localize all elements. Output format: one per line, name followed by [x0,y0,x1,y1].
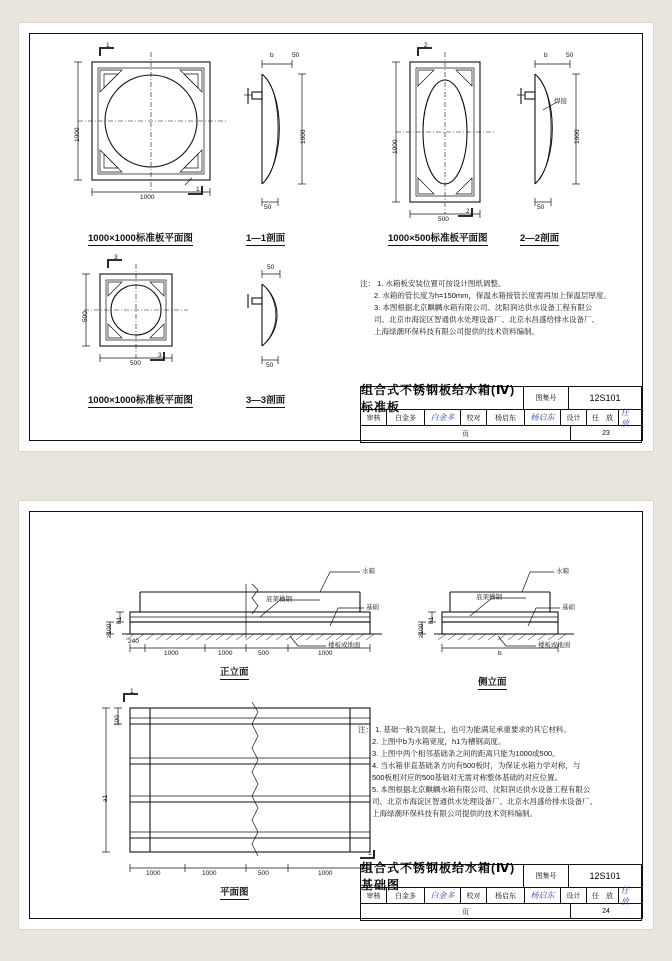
section-mark-3b: 3 [158,352,162,359]
field-label-check-2: 校对 [461,888,487,903]
title-block-23 [360,383,642,443]
dim-side-b: b [498,650,502,657]
field-sig-review: 白金多 [425,410,461,425]
dim-fig5-width: 500 [130,360,141,367]
caption-fig-1000x500-plan: 1000×500标准板平面图 [388,230,488,246]
dim-plan-1000a: 1000 [146,870,161,877]
dim-fig3-width: 500 [438,216,449,223]
field-value-check-2: 杨启东 [487,888,525,903]
note-line-3: 3. 本图根据北京麒麟水箱有限公司、沈阳润达供水设备工程有限公 [374,303,593,312]
dim-front-1000a: 1000 [164,650,179,657]
plan-section-mark-b: 1 [368,850,372,857]
dim-front-1000b: 1000 [218,650,233,657]
caption-fig-500x500-plan: 1000×1000标准板平面图 [88,392,193,408]
caption-side-elevation: 侧立面 [478,674,507,690]
label-floor-side: 楼板或地面 [538,642,571,649]
dim-fig4-b: b [544,52,548,59]
page-number-2: 24 [602,908,610,915]
drawing-sheet-24 [18,500,654,930]
section-mark-2b: 2 [466,208,470,215]
note2-line-8: 上海绿潮环保科技有限公司提供的技术资料编制。 [372,809,537,818]
label-foundation-front: 基础 [366,604,379,611]
dimv-plan-a1: a1 [102,794,109,802]
dimv-front-100: ≥100 [106,623,113,638]
field-sig-check: 杨启东 [525,410,561,425]
dimv-plan-100: 100 [114,715,121,726]
field-label-review-2: 审核 [361,888,387,903]
title-block-24 [360,861,642,921]
section-mark-1a: 1 [106,42,110,49]
dim-fig2-50top: 50 [292,52,300,59]
dim-fig4-50top: 50 [566,52,574,59]
drawing-sheet-23 [18,22,654,452]
sheet-border-2 [29,511,643,919]
atlas-number-label-2: 图集号 [523,865,568,887]
sheet-24-linework [30,512,646,922]
caption-fig-1-1-section: 1—1剖面 [246,230,285,246]
drawing-title: 组合式不锈钢板给水箱(Ⅳ)标准板 [361,383,516,414]
label-tank-front: 水箱 [362,568,375,575]
title-block-page-row [361,425,641,441]
field-label-review: 审核 [361,410,387,425]
dim-front-240: 240 [128,638,139,645]
field-value-design: 任 放 [587,410,619,425]
caption-front-elevation: 正立面 [220,664,249,680]
dim-fig2-height: 1000 [300,129,307,144]
caption-fig-3-3-section: 3—3剖面 [246,392,285,408]
dimv-side-100: ≥100 [418,623,425,638]
dim-fig5-height: 500 [82,311,89,322]
plan-section-mark-a: 1 [130,688,134,695]
note2-line-5: 500板相对应的500基础对无需对称整体基础的对应位置。 [372,773,563,782]
dim-fig6-top: 50 [267,264,275,271]
sheet-border [29,33,643,441]
field-value-review-2: 白金多 [387,888,425,903]
note-line-1: 1. 水箱板安装位置可按设计图纸调整。 [377,279,506,288]
note-line-2: 2. 水箱的管长度为h=150mm，保温水箱接管长度需再加上保温层厚度。 [374,291,611,300]
drawing-title-2: 组合式不锈钢板给水箱(Ⅳ)基础图 [361,861,516,892]
field-label-design-2: 设计 [561,888,587,903]
dim-plan-500: 500 [258,870,269,877]
label-tank-side: 水箱 [556,568,569,575]
caption-fig-2-2-section: 2—2剖面 [520,230,559,246]
dim-fig4-height: 1000 [574,129,581,144]
dim-fig1-height: 1000 [74,127,81,142]
section-mark-2a: 2 [424,42,428,49]
atlas-number-label: 图集号 [523,387,568,409]
dim-fig3-height: 1000 [392,139,399,154]
field-sig-design: 任 放 [621,407,637,428]
note-line-5: 上海绿潮环保科技有限公司提供的技术资料编制。 [374,327,539,336]
section-mark-1b: 1 [196,186,200,193]
page-number: 23 [602,430,610,437]
title-block-row-2 [361,885,641,906]
page-label-2: 页 [361,904,571,919]
note2-line-2: 2. 上图中b为水箱宽度，h1为槽钢高度。 [372,737,506,746]
sheet-content-2 [30,512,642,918]
note2-line-4: 4. 当水箱非直基础条方向有500板时，为保证水箱力学对称，与 [372,761,581,770]
dim-fig2-50bot: 50 [264,204,272,211]
dimv-side-h1: h1 [428,616,435,624]
sheet-content [30,34,642,440]
note2-line-7: 司、北京市海淀区智通供水处理设备厂、北京水昌盛给排水设备厂、 [372,797,597,806]
note-line-4: 司、北京市海淀区智通供水处理设备厂、北京水昌盛给排水设备厂、 [374,315,599,324]
dim-plan-1000b: 1000 [202,870,217,877]
title-block-page-row-2 [361,903,641,919]
dim-plan-1000c: 1000 [318,870,333,877]
dim-fig6-bot: 50 [266,362,274,369]
section-mark-3a: 3 [114,254,118,261]
weld-label: 焊接 [554,98,567,105]
note2-title: 注： [358,725,373,734]
notes-block-24 [358,724,636,820]
note2-line-6: 5. 本图根据北京麒麟水箱有限公司、沈阳润达供水设备工程有限公 [372,785,591,794]
dim-fig4-50bot: 50 [537,204,545,211]
note-line: 注： [360,279,375,288]
caption-plan-view: 平面图 [220,884,249,900]
note2-line-3: 3. 上图中两个相邻基础条之间的距离只能为1000或500。 [372,749,560,758]
field-value-review: 白金多 [387,410,425,425]
label-floor-front: 楼板或地面 [328,642,361,649]
caption-fig-1000x1000-plan: 1000×1000标准板平面图 [88,230,193,246]
field-value-check: 杨启东 [487,410,525,425]
notes-block-23 [360,278,630,338]
dim-front-500: 500 [258,650,269,657]
dim-front-1000c: 1000 [318,650,333,657]
field-label-design: 设计 [561,410,587,425]
page-label: 页 [361,426,571,441]
note2-line-1: 1. 基础一般为混凝土，也可为能满足承重要求的其它材料。 [375,725,571,734]
dim-fig1-width: 1000 [140,194,155,201]
dimv-front-h1: h1 [116,616,123,624]
atlas-number-value: 12S101 [568,387,641,409]
label-foundation-side: 基础 [562,604,575,611]
dim-fig2-b: b [270,52,274,59]
label-channel-side: 底架槽钢 [476,594,502,601]
field-value-design-2: 任 放 [587,888,619,903]
atlas-number-value-2: 12S101 [568,865,641,887]
label-channel-front: 底架槽钢 [266,596,292,603]
field-sig-check-2: 杨启东 [525,888,561,903]
field-sig-design-2: 任 放 [621,885,637,906]
field-label-check: 校对 [461,410,487,425]
field-sig-review-2: 白金多 [425,888,461,903]
title-block-row [361,407,641,428]
